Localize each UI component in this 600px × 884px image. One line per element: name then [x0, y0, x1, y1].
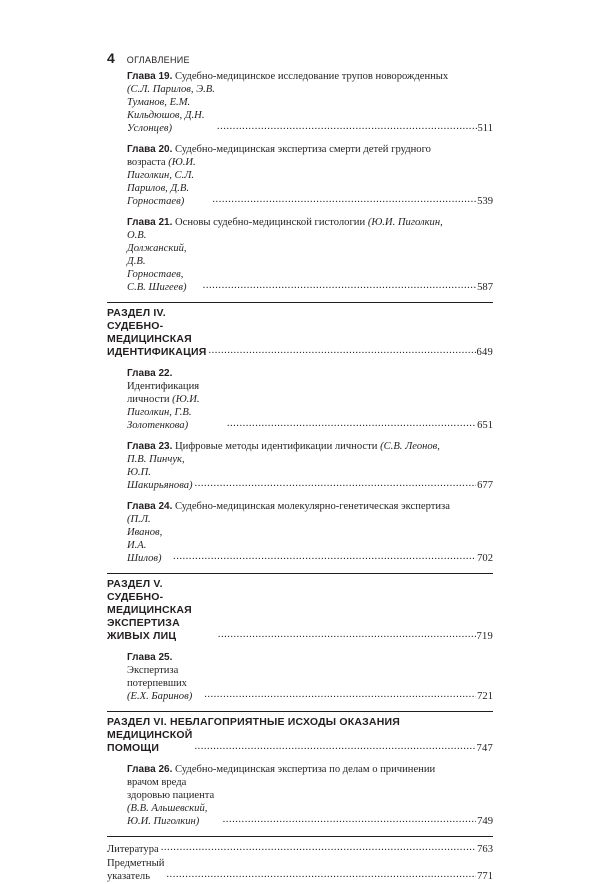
toc-entry-subject-index[interactable]	[107, 857, 493, 883]
section-heading	[107, 729, 493, 755]
page-header	[107, 50, 190, 66]
page-ref: 511	[477, 123, 493, 134]
section-divider	[107, 711, 493, 712]
chapter-title-line	[127, 367, 493, 432]
chapter-authors: (Ю.И. Пиголкин, Г.В. Золотенкова)	[127, 394, 200, 431]
section-divider	[107, 573, 493, 574]
entry-title: Предметный указатель	[107, 858, 165, 882]
running-title: ОГЛАВЛЕНИЕ	[126, 55, 190, 65]
chapter-title-line	[127, 143, 493, 156]
chapter-label: Глава 20.	[127, 144, 173, 155]
chapter-label: Глава 19.	[127, 71, 173, 82]
dot-leader	[194, 740, 475, 753]
page-ref: 677	[477, 480, 493, 491]
chapter-title-part: возраста	[127, 157, 166, 168]
toc-entry-chapter-19[interactable]	[127, 70, 493, 135]
toc-entry-chapter-23[interactable]	[127, 440, 493, 492]
toc-entry-chapter-26[interactable]	[127, 763, 493, 828]
dot-leader	[203, 279, 476, 292]
chapter-label: Глава 25.	[127, 652, 173, 663]
toc-entry-chapter-24[interactable]	[127, 500, 493, 565]
section-divider	[107, 836, 493, 837]
chapter-title-cont	[127, 156, 210, 208]
chapter-title: Цифровые методы идентификации личности	[175, 441, 378, 452]
toc-entry-chapter-22[interactable]	[127, 367, 493, 432]
chapter-authors: (П.Л. Иванов, И.А. Шилов)	[127, 514, 163, 564]
page-ref: 749	[477, 816, 493, 827]
dot-leader	[217, 120, 477, 133]
table-of-contents	[107, 70, 493, 884]
dot-leader	[173, 550, 476, 563]
chapter-authors-line	[127, 83, 493, 135]
dot-leader	[166, 868, 476, 881]
chapter-authors-cont: П.В. Пинчук, Ю.П. Шакирьянова)	[127, 454, 193, 491]
chapter-authors-line	[127, 229, 493, 294]
chapter-title: Судебно-медицинская молекулярно-генетическая экспертиза	[175, 501, 450, 512]
chapter-authors: (Ю.И. Пиголкин, С.Л. Парилов, Д.В. Горностаев)	[127, 157, 196, 207]
chapter-authors: (С.Л. Парилов, Э.В. Туманов, Е.М. Кильдюшов, Д.Н. Услонцев)	[127, 84, 215, 134]
chapter-label: Глава 22.	[127, 368, 173, 379]
toc-section-6[interactable]	[107, 711, 493, 755]
section-title: РАЗДЕЛ IV. СУДЕБНО-МЕДИЦИНСКАЯ ИДЕНТИФИКАЦИЯ	[107, 307, 207, 358]
entry-title: Литература	[107, 844, 159, 855]
chapter-title-cont	[127, 776, 221, 828]
section-divider	[107, 302, 493, 303]
chapter-authors-line	[127, 513, 493, 565]
dot-leader	[204, 688, 476, 701]
chapter-title-text	[127, 367, 225, 432]
dot-leader	[223, 813, 476, 826]
chapter-authors: (В.В. Альшевский, Ю.И. Пиголкин)	[127, 803, 208, 827]
toc-entry-chapter-21[interactable]	[127, 216, 493, 294]
chapter-label: Глава 26.	[127, 764, 173, 775]
section-heading	[107, 578, 493, 643]
chapter-title: Идентификация личности	[127, 381, 200, 405]
toc-section-5[interactable]	[107, 573, 493, 643]
dot-leader	[218, 628, 476, 641]
chapter-authors-line	[127, 453, 493, 492]
chapter-title: Основы судебно-медицинской гистологии	[175, 217, 366, 228]
toc-entry-chapter-25[interactable]	[127, 651, 493, 703]
chapter-authors-cont: О.В. Должанский, Д.В. Горностаев, С.В. Шигеев)	[127, 230, 187, 293]
chapter-title-text	[127, 651, 202, 703]
chapter-title-line	[127, 651, 493, 703]
chapter-title-line	[127, 440, 493, 453]
chapter-title-part: врачом вреда здоровью пациента	[127, 777, 215, 801]
section-title: РАЗДЕЛ V. СУДЕБНО-МЕДИЦИНСКАЯ ЭКСПЕРТИЗА ЖИВЫХ ЛИЦ	[107, 578, 192, 642]
page-ref: 719	[476, 631, 493, 642]
page-ref: 747	[476, 743, 493, 754]
section-heading	[107, 307, 493, 359]
page-ref: 763	[477, 844, 493, 855]
chapter-title-line	[127, 500, 493, 513]
chapter-title: Экспертиза потерпевших	[127, 665, 187, 689]
dot-leader	[195, 477, 477, 490]
page-ref: 702	[477, 553, 493, 564]
chapter-authors: (Е.Х. Баринов)	[127, 691, 193, 702]
page-ref: 721	[477, 691, 493, 702]
chapter-title: Судебно-медицинская экспертиза смерти детей грудного	[175, 144, 431, 155]
page-ref: 651	[477, 420, 493, 431]
chapter-title: Судебно-медицинское исследование трупов новорожденных	[175, 71, 449, 82]
page-ref: 771	[477, 871, 493, 882]
dot-leader	[212, 193, 476, 206]
page-ref: 649	[476, 347, 493, 358]
chapter-label: Глава 21.	[127, 217, 173, 228]
page-ref: 539	[477, 196, 493, 207]
chapter-label: Глава 24.	[127, 501, 173, 512]
toc-entry-literature[interactable]	[107, 841, 493, 856]
chapter-authors-line	[127, 776, 493, 828]
chapter-title-line	[127, 763, 493, 776]
dot-leader	[227, 417, 476, 430]
chapter-title-line	[127, 70, 493, 83]
section-title-cont: МЕДИЦИНСКОЙ ПОМОЩИ	[107, 729, 193, 754]
page-ref: 587	[477, 282, 493, 293]
chapter-authors-line	[127, 156, 493, 208]
chapter-title: Судебно-медицинская экспертиза по делам о причинении	[175, 764, 436, 775]
toc-section-4[interactable]	[107, 302, 493, 359]
chapter-title-line	[127, 216, 493, 229]
section-title: РАЗДЕЛ VI. НЕБЛАГОПРИЯТНЫЕ ИСХОДЫ ОКАЗАНИЯ	[107, 716, 400, 728]
chapter-label: Глава 23.	[127, 441, 173, 452]
chapter-authors: (Ю.И. Пиголкин,	[367, 217, 443, 228]
dot-leader	[208, 344, 475, 357]
toc-entry-chapter-20[interactable]	[127, 143, 493, 208]
chapter-authors: (С.В. Леонов,	[380, 441, 440, 452]
page-number: 4	[107, 50, 115, 66]
dot-leader	[161, 841, 476, 854]
